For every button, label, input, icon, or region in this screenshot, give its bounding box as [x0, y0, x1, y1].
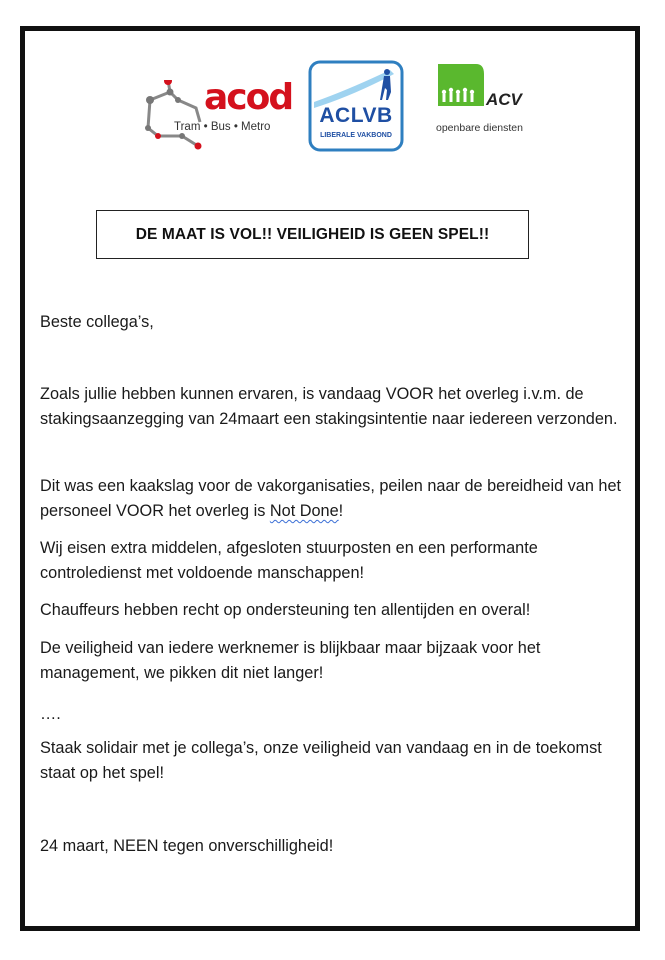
spellcheck-marked-text: Not Done: [269, 502, 339, 520]
paragraph-text: [40, 474, 640, 524]
aclvb-logo: [308, 60, 404, 152]
aclvb-tagline: LIBERALE VAKBOND: [320, 132, 392, 139]
logo-bar: [138, 58, 538, 158]
greeting: [40, 310, 640, 335]
closing-text: 24 maart, NEEN tegen onverschilligheid!: [40, 837, 334, 855]
paragraph-5: [40, 636, 640, 686]
acv-wordmark: ACV: [486, 90, 522, 109]
paragraph-2: [40, 474, 640, 524]
paragraph-text: Zoals jullie hebben kunnen ervaren, is vandaag VOOR het overleg i.v.m. de stakingsaanzegging van 24maart een stakingsintentie naar iedereen verzonden.: [40, 385, 618, 428]
acod-tagline: Tram • Bus • Metro: [174, 121, 271, 133]
acv-green-flag-icon: [436, 62, 486, 110]
tram-network-icon: [138, 80, 208, 155]
acv-tagline: openbare diensten: [436, 122, 523, 134]
paragraph-3: [40, 536, 640, 586]
paragraph-text-start: Dit was een kaakslag voor de vakorganisaties, peilen naar de bereidheid van het personeel VOOR het overleg is: [40, 477, 622, 520]
headline: DE MAAT IS VOL!! VEILIGHEID IS GEEN SPEL!!: [135, 225, 490, 243]
acod-logo: [138, 77, 293, 155]
paragraph-text: De veiligheid van iedere werknemer is blijkbaar maar bijzaak voor het management, we pikken dit niet langer!: [40, 639, 541, 682]
acv-logo: [436, 62, 546, 142]
paragraph-8: [40, 834, 640, 859]
paragraph-text-end: !: [338, 502, 344, 520]
paragraph-4: [40, 598, 640, 623]
paragraph-text: Wij eisen extra middelen, afgesloten stuurposten en een performante controledienst met voldoende manschappen!: [40, 539, 538, 582]
paragraph-6: [40, 702, 640, 727]
aclvb-wordmark: ACLVB: [319, 104, 393, 127]
paragraph-7: [40, 736, 640, 786]
acod-wordmark: acod: [204, 77, 293, 118]
ellipsis-text: ….: [40, 705, 61, 723]
paragraph-text: Chauffeurs hebben recht op ondersteuning ten allentijden en overal!: [40, 601, 531, 619]
paragraph-1: [40, 382, 640, 432]
headline-box: [96, 210, 529, 259]
paragraph-text: Staak solidair met je collega’s, onze veiligheid van vandaag en in de toekomst staat op het spel!: [40, 739, 602, 782]
greeting-text: Beste collega’s,: [40, 313, 154, 331]
